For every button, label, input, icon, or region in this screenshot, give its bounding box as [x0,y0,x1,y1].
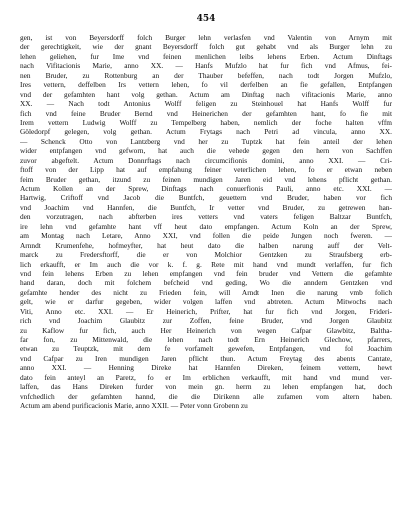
text-line: feim Bruder gethan, itzund zu feinen mundigen Jaren eid vnd lehens pflicht gethan. [20,174,392,184]
body-text [20,33,392,411]
text-line: vnd Joachim vnd Hannfen, die Buntfch, Ir vetter vnd Bruder, zu getrewen han- [20,202,392,212]
text-line: vnfchedlich der gefamhten hannd, die die Dirikenn alle zufamen vom altern haben. [20,391,392,401]
text-line: nach Vifitacionis Marie, anno XX. — Hanfs Mufzlo hat fur fich vnd Afmus, fei- [20,61,392,71]
text-line: lehen geliehen, fur Ime vnd feinen menlichen leibs lehens Erben. Actum Dinftags [20,51,392,61]
text-line: zuvor abgeftelt. Actum Donnrftags nach circumcifionis domini, anno XXI. — Cri- [20,155,392,165]
text-line: rich vnd Joachim Glaubitz zur Zoffen, feine Bruder, vnd Jorgen Glaubitz [20,316,392,326]
text-line: vnd der gefamhten hant volg gethan. Actum am Dinftag nach vifitacionis Marie, anno [20,89,392,99]
text-line: Actum Kollen an der Sprew, Dinftags nach conuerfionis Pauli, anno etc. XXI. — [20,184,392,193]
text-line: anno XXI. — Henning Direke hat Hannfen Direken, feinem vettern, hewt [20,363,392,373]
text-line: am Montag nach Letare, Anno XXI, vnd follen die peide Jungen noch fweren. — [20,231,392,241]
text-line: ftoff von der Lipp hat auf empfahung feiner veterlichen lehen, fo er etwan neben [20,165,392,175]
text-line: far fon, zu Mittenwald, die lehen nach todt Ern Heinerich Glechow, pfarrers, [20,335,392,344]
text-line: — Schenck Otto von Lantzberg vnd her zu Tuptzk hat fein anteil der lehen [20,136,392,146]
text-line: nen Bruder, zu Rottenburg an der Thauber befeffen, nach todt Jorgen Mufzlo, [20,70,392,80]
text-line: den vorzutragen, nach abfterben ires vetters vnd vaters feligen Baltzar Buntfch, [20,212,392,222]
text-line: Viti, Anno etc. XXI. — Er Heinerich, Prifter, hat fur fich vnd Jorgen, Frideri- [20,306,392,316]
text-line: Hartwig, Criftoff vnd Jacob die Buntfch, geuettern vnd Bruder, haben vor fich [20,193,392,203]
text-line: vnd fein lehens Erben zu lehen empfangen vnd fein bruder vnd Vettern die gefamhte [20,268,392,278]
text-line: vnd Cafpar zu Iren mundigen Jaren pflicht thun. Actum Freytag des abents Cantate, [20,353,392,363]
text-line: wider entpfangen vnd gefworn, hat auch die vehede gegen den hern von Sachffen [20,146,392,156]
text-line: zu Kaflow fur fich, auch Her Heinerich von wegen Cafpar Glawbitz, Baltha- [20,325,392,335]
text-line: laffen, das Hans Direken furder von mein gn. herrn zu lehen empfangen hat, doch [20,382,392,392]
text-line: XX. — Nach todt Antonius Wolff feligen zu Steinhouel hat Hanfs Wolff fur [20,99,392,109]
text-line: lich erkaufft, er Im auch die vor k. f. g. Rete mit hand vnd mundt verlaffen, fur fich [20,259,392,269]
text-line: Ires vettern, deffelben Irs vettern lehen, fo vil derfelben an fie gefallen, Entpfangen [20,80,392,90]
page-number: 454 [196,14,216,24]
text-line: dato fein anteyl an Paretz, fo er Im erblichen verkaufft, mit hand vnd mund ver- [20,372,392,382]
text-line: Göledorpf gelegen, volg gethan. Actum Frytags nach Petri ad vincula, anno XX. [20,127,392,137]
text-line: hand daran, doch mit folchem befcheid vnd geding, Wo die anndern Gentzken vnd [20,278,392,288]
text-line: Irem vettern Ludwig Wolff zu Tempelberg haben, nemlich der foche halten vffm [20,117,392,127]
text-line: etwan zu Teuptzk, mit dem fe vorfamelt gewefen, Entpfangen, vnd fol Joachim [20,344,392,354]
text-line: marck zu Fredersftorff, die er von Molchior Gentzken zu Straufsberg erb- [20,250,392,260]
text-line: gelt, wie er darfur gegeben, wider volgen laffen vnd abtreten. Actum Mitwochs nach [20,297,392,307]
text-line: fich vnd feine Bruder Bernd vnd Heinerichen der gefamhten hant, fo fie mit [20,108,392,118]
text-line: Actum am abend purificacionis Marie, anno XXII. — Peter vonn Grobenn zu [20,401,248,411]
text-line: gefamhte hender des nicht zu Frieden fein, will Arndt Inen die narung vmb folich [20,287,392,297]
text-line: Arnndt Krumenfehe, hofmeyfter, hat heut dato die halben narung auff der Velt- [20,240,392,250]
text-line: ire lehn vnd gefamhte hant vff heut dato empfangen. Actum Koln an der Sprew, [20,221,392,231]
text-line: gen, ist von Beyersdorff folch Burger lehn verlasfen vnd Valentin von Arnym mit [20,33,392,42]
text-line: der gerechtigkeit, wie der gnant Beyersdorff folch gut gehabt vnd als Burger lehn zu [20,42,392,52]
